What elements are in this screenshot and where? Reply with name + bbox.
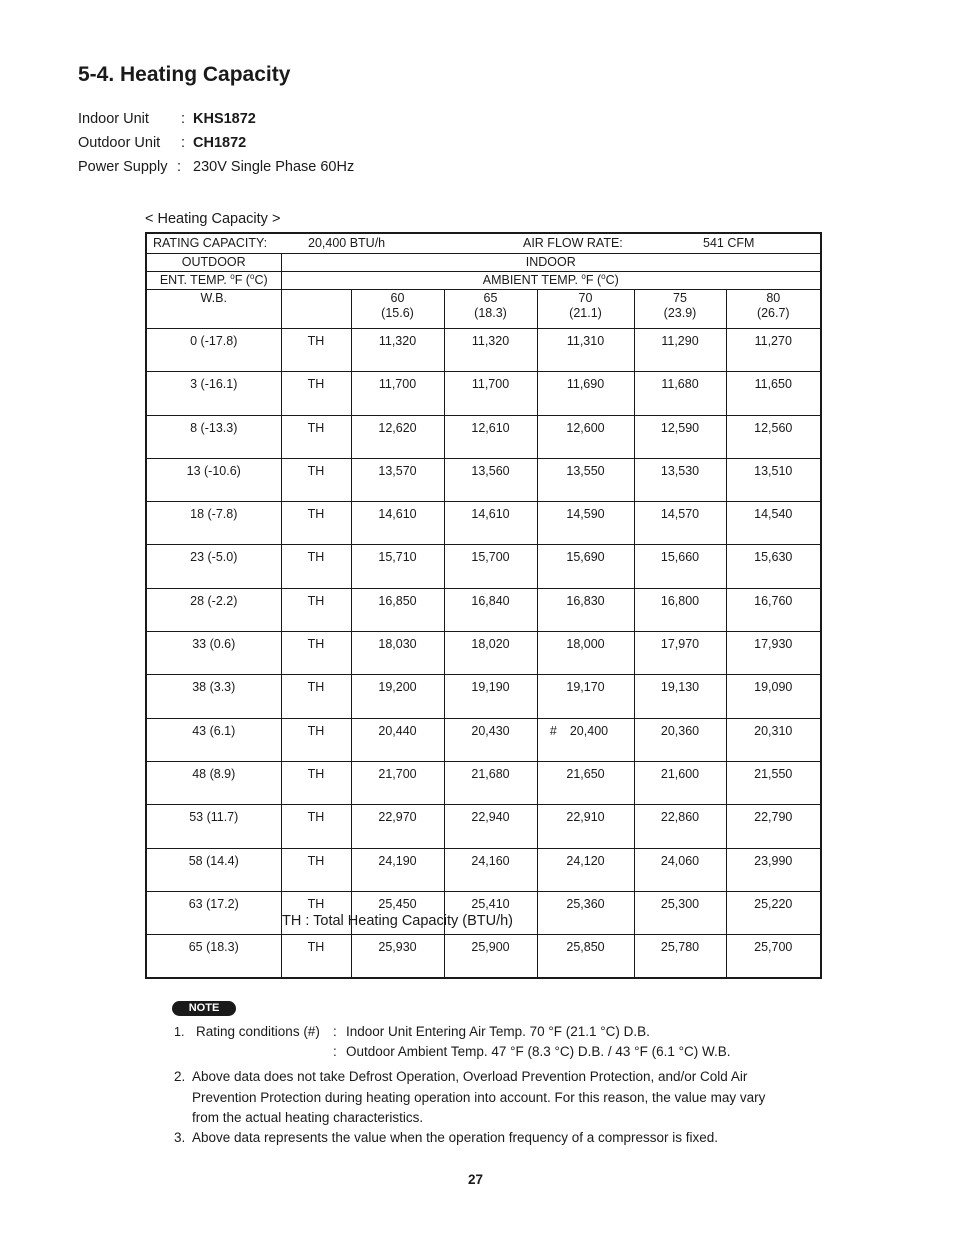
capacity-value-cell: [537, 891, 634, 934]
note-1-label: Rating conditions (#): [196, 1024, 320, 1039]
capacity-value-cell: [351, 632, 444, 675]
capacity-value: 23,990: [754, 853, 793, 868]
capacity-value: 22,790: [754, 810, 793, 825]
capacity-value: 21,700: [378, 766, 417, 781]
capacity-value-cell: [634, 502, 726, 545]
ambient-column-header: [726, 290, 821, 329]
table-row: [146, 935, 821, 979]
capacity-value-cell: [351, 415, 444, 458]
capacity-value-cell: [444, 588, 537, 631]
capacity-value: 16,850: [378, 593, 417, 608]
capacity-value-cell: [351, 545, 444, 588]
air-flow-value: 541 CFM: [703, 236, 755, 250]
capacity-value: 25,410: [471, 896, 510, 911]
type-header-blank: [281, 290, 351, 329]
capacity-value: 18,020: [471, 637, 510, 652]
outdoor-header: OUTDOOR: [146, 254, 281, 272]
outdoor-temp-cell: 28 (-2.2): [146, 588, 281, 631]
temp-header-row: [146, 272, 821, 290]
capacity-value: 22,940: [471, 810, 510, 825]
column-temp-c: (15.6): [381, 306, 414, 320]
capacity-value: 11,270: [754, 334, 792, 348]
capacity-value: 25,930: [378, 940, 417, 955]
capacity-value-cell: [444, 415, 537, 458]
capacity-value-cell: [634, 805, 726, 848]
column-temp-f: 80: [766, 291, 781, 305]
ambient-column-header: [351, 290, 444, 329]
note-badge: NOTE: [172, 1001, 236, 1016]
capacity-value: 24,120: [566, 853, 605, 868]
capacity-value-cell: [537, 458, 634, 501]
capacity-value-cell: [634, 935, 726, 979]
capacity-value-cell: [537, 632, 634, 675]
rating-capacity-label: RATING CAPACITY:: [153, 236, 268, 250]
capacity-type-cell: TH: [281, 675, 351, 718]
rating-mark: #: [549, 723, 557, 738]
page-number: 27: [468, 1172, 484, 1187]
capacity-value: 19,170: [566, 680, 605, 695]
capacity-value: 19,190: [471, 680, 510, 695]
capacity-value: 15,710: [378, 550, 417, 565]
capacity-value-cell: [634, 632, 726, 675]
note-2-line-1: Above data does not take Defrost Operation, Overload Prevention Protection, and/or Cold Air: [192, 1069, 748, 1084]
capacity-value-cell: [634, 718, 726, 761]
spec-value: 230V Single Phase 60Hz: [193, 159, 355, 175]
capacity-value-cell: [726, 588, 821, 631]
capacity-value: 14,610: [378, 507, 417, 522]
capacity-value: 22,910: [566, 810, 605, 825]
capacity-value-cell: [444, 805, 537, 848]
capacity-value: 11,310: [566, 334, 605, 348]
capacity-value: 11,680: [661, 377, 699, 392]
capacity-value-cell: [444, 848, 537, 891]
capacity-value-cell: [634, 372, 726, 415]
capacity-value: 11,650: [754, 377, 792, 392]
indoor-header: INDOOR: [281, 254, 821, 272]
table-row: [146, 848, 821, 891]
capacity-type-cell: TH: [281, 632, 351, 675]
capacity-value: 25,780: [660, 940, 700, 955]
rating-row: [146, 233, 821, 254]
capacity-value: 11,700: [378, 377, 417, 392]
capacity-value-cell: [537, 718, 634, 761]
table-row: [146, 458, 821, 501]
capacity-value: 19,200: [378, 680, 417, 695]
capacity-value-cell: [351, 588, 444, 631]
column-temp-f: 70: [578, 291, 593, 305]
capacity-value-cell: [634, 675, 726, 718]
table-row: [146, 415, 821, 458]
capacity-value: 14,610: [471, 507, 510, 522]
capacity-value-cell: [537, 761, 634, 804]
table-row: [146, 502, 821, 545]
capacity-value-cell: [351, 675, 444, 718]
capacity-value-cell: [634, 415, 726, 458]
ambient-column-header: [444, 290, 537, 329]
capacity-value-cell: [444, 718, 537, 761]
table-caption: < Heating Capacity >: [145, 211, 281, 227]
capacity-value: 14,590: [566, 507, 605, 522]
capacity-value: 11,690: [566, 377, 605, 392]
capacity-value-cell: [537, 588, 634, 631]
outdoor-temp-cell: 8 (-13.3): [146, 415, 281, 458]
spec-label: Outdoor Unit: [78, 135, 161, 151]
capacity-value-cell: [634, 588, 726, 631]
heating-capacity-table: [145, 232, 822, 979]
capacity-value: 17,970: [660, 637, 700, 652]
capacity-value: 12,620: [378, 420, 417, 435]
capacity-value: 21,650: [566, 766, 605, 781]
capacity-value-cell: [726, 718, 821, 761]
outdoor-temp-cell: 18 (-7.8): [146, 502, 281, 545]
capacity-value-cell: [351, 848, 444, 891]
spec-line: [78, 159, 355, 175]
capacity-value-cell: [537, 372, 634, 415]
outdoor-temp-cell: 58 (14.4): [146, 848, 281, 891]
capacity-type-cell: TH: [281, 329, 351, 372]
capacity-value: 22,970: [378, 810, 417, 825]
rating-capacity-value: 20,400 BTU/h: [308, 236, 386, 250]
capacity-value: 12,610: [471, 420, 510, 435]
capacity-type-cell: TH: [281, 891, 351, 934]
capacity-value: 25,450: [378, 896, 417, 911]
capacity-type-cell: TH: [281, 372, 351, 415]
column-temp-f: 65: [483, 291, 498, 305]
outdoor-temp-cell: 65 (18.3): [146, 935, 281, 979]
note-2-line-3: from the actual heating characteristics.: [192, 1110, 424, 1125]
capacity-value: 21,550: [754, 766, 793, 781]
note-2-number: 2.: [174, 1069, 186, 1084]
spec-value: KHS1872: [193, 111, 256, 127]
table-row: [146, 718, 821, 761]
capacity-value-cell: [537, 415, 634, 458]
capacity-value-cell: [726, 632, 821, 675]
capacity-value: 21,600: [660, 766, 700, 781]
note-3-line: Above data represents the value when the operation frequency of a compressor is fixed.: [192, 1130, 719, 1145]
capacity-value-cell: [726, 675, 821, 718]
capacity-value-cell: [726, 458, 821, 501]
column-temp-c: (21.1): [569, 306, 602, 320]
capacity-value: 12,560: [754, 420, 793, 435]
table-row: [146, 632, 821, 675]
capacity-value: 25,900: [471, 940, 510, 955]
capacity-type-cell: TH: [281, 458, 351, 501]
capacity-value-cell: [634, 545, 726, 588]
capacity-value: 20,400: [569, 723, 609, 738]
capacity-value-cell: [444, 632, 537, 675]
outdoor-temp-cell: 23 (-5.0): [146, 545, 281, 588]
capacity-value: 13,530: [660, 463, 700, 478]
capacity-value-cell: [351, 935, 444, 979]
capacity-value: 15,660: [660, 550, 700, 565]
capacity-value-cell: [634, 848, 726, 891]
capacity-value-cell: [726, 891, 821, 934]
capacity-value: 13,510: [754, 463, 793, 478]
capacity-type-cell: TH: [281, 718, 351, 761]
capacity-value-cell: [537, 805, 634, 848]
capacity-value-cell: [726, 805, 821, 848]
column-temp-c: (23.9): [663, 306, 697, 320]
capacity-value-cell: [726, 545, 821, 588]
capacity-value: 20,310: [754, 723, 793, 738]
column-header-row: [146, 290, 821, 329]
capacity-value: 11,320: [471, 334, 510, 348]
capacity-value: 14,540: [754, 507, 793, 522]
table-row: [146, 588, 821, 631]
capacity-value: 13,560: [471, 463, 510, 478]
capacity-value: 25,700: [754, 940, 793, 955]
capacity-value: 11,320: [378, 334, 417, 348]
spec-line: [78, 111, 256, 127]
table-row: [146, 761, 821, 804]
capacity-type-cell: TH: [281, 848, 351, 891]
table-row: [146, 805, 821, 848]
capacity-value: 20,430: [471, 723, 510, 738]
capacity-value: 11,700: [471, 377, 510, 392]
capacity-value: 18,030: [378, 637, 417, 652]
capacity-value-cell: [444, 502, 537, 545]
outdoor-temp-cell: 38 (3.3): [146, 675, 281, 718]
outdoor-temp-cell: 63 (17.2): [146, 891, 281, 934]
note-1-line-1: Indoor Unit Entering Air Temp. 70 °F (21.1 °C) D.B.: [346, 1024, 650, 1039]
capacity-value-cell: [726, 329, 821, 372]
page-title: 5-4. Heating Capacity: [78, 63, 291, 86]
spec-label: Power Supply: [78, 159, 168, 175]
capacity-value-cell: [726, 935, 821, 979]
capacity-value: 24,060: [660, 853, 700, 868]
ambient-column-header: [537, 290, 634, 329]
capacity-value: 18,000: [566, 637, 605, 652]
capacity-value: 14,570: [660, 507, 700, 522]
outdoor-temp-cell: 33 (0.6): [146, 632, 281, 675]
capacity-value: 19,090: [754, 680, 793, 695]
note-3-number: 3.: [174, 1130, 186, 1145]
note-2-line-2: Prevention Protection during heating operation into account. For this reason, the value may vary: [192, 1090, 766, 1105]
capacity-value: 16,760: [754, 593, 793, 608]
capacity-value: 25,850: [566, 940, 605, 955]
capacity-value-cell: [351, 761, 444, 804]
table-legend: TH : Total Heating Capacity (BTU/h): [282, 913, 514, 929]
outdoor-temp-cell: 13 (-10.6): [146, 458, 281, 501]
spec-separator: :: [181, 135, 186, 151]
capacity-value: 25,300: [660, 896, 700, 911]
capacity-value-cell: [444, 372, 537, 415]
capacity-value: 25,360: [566, 896, 605, 911]
outdoor-temp-cell: 3 (-16.1): [146, 372, 281, 415]
capacity-value-cell: [726, 761, 821, 804]
note-1-line-2: Outdoor Ambient Temp. 47 °F (8.3 °C) D.B. / 43 °F (6.1 °C) W.B.: [346, 1044, 731, 1059]
capacity-value-cell: [537, 502, 634, 545]
air-flow-label: AIR FLOW RATE:: [523, 236, 623, 250]
capacity-value-cell: [351, 502, 444, 545]
ambient-temp-header: AMBIENT TEMP. $^o$F ($^o$C): [281, 272, 821, 290]
capacity-value: 16,800: [660, 593, 700, 608]
capacity-value: 12,600: [566, 420, 605, 435]
column-temp-c: (18.3): [474, 306, 507, 320]
capacity-value-cell: [351, 329, 444, 372]
spec-separator: :: [181, 111, 186, 127]
column-temp-f: 75: [673, 291, 687, 305]
capacity-value: 20,440: [378, 723, 417, 738]
spec-value: CH1872: [193, 135, 247, 151]
capacity-type-cell: TH: [281, 761, 351, 804]
capacity-type-cell: TH: [281, 805, 351, 848]
capacity-value-cell: [726, 372, 821, 415]
capacity-value: 20,360: [660, 723, 700, 738]
capacity-value: 16,840: [471, 593, 510, 608]
note-1-separator-2: :: [333, 1044, 337, 1059]
capacity-type-cell: TH: [281, 935, 351, 979]
table-row: [146, 545, 821, 588]
capacity-value: 24,190: [378, 853, 417, 868]
capacity-value-cell: [537, 329, 634, 372]
capacity-value: 13,570: [378, 463, 417, 478]
capacity-value-cell: [726, 848, 821, 891]
capacity-value-cell: [444, 761, 537, 804]
capacity-value: 24,160: [471, 853, 510, 868]
capacity-value: 13,550: [566, 463, 605, 478]
spec-separator: :: [177, 159, 182, 175]
capacity-value-cell: [537, 545, 634, 588]
capacity-value-cell: [351, 458, 444, 501]
capacity-value-cell: [444, 329, 537, 372]
outdoor-temp-cell: 53 (11.7): [146, 805, 281, 848]
capacity-type-cell: TH: [281, 588, 351, 631]
spec-line: [78, 135, 247, 151]
capacity-value: 15,630: [754, 550, 793, 565]
outdoor-indoor-row: [146, 254, 821, 272]
capacity-value-cell: [634, 761, 726, 804]
ent-temp-header: ENT. TEMP. $^o$F ($^o$C): [146, 272, 281, 290]
capacity-value-cell: [351, 372, 444, 415]
note-1-separator: :: [333, 1024, 337, 1039]
column-temp-f: 60: [390, 291, 405, 305]
capacity-value-cell: [634, 458, 726, 501]
capacity-value-cell: [351, 718, 444, 761]
spec-label: Indoor Unit: [78, 111, 149, 127]
table-row: [146, 372, 821, 415]
capacity-value-cell: [726, 502, 821, 545]
table-row: [146, 675, 821, 718]
capacity-value: 21,680: [471, 766, 510, 781]
capacity-value-cell: [444, 458, 537, 501]
capacity-value-cell: [444, 935, 537, 979]
capacity-value: 22,860: [660, 810, 700, 825]
capacity-value: 12,590: [660, 420, 700, 435]
capacity-value: 16,830: [566, 593, 605, 608]
ambient-column-header: [634, 290, 726, 329]
capacity-value-cell: [537, 675, 634, 718]
capacity-value-cell: [634, 891, 726, 934]
capacity-value-cell: [726, 415, 821, 458]
capacity-type-cell: TH: [281, 502, 351, 545]
capacity-value: 25,220: [754, 896, 793, 911]
outdoor-temp-cell: 0 (-17.8): [146, 329, 281, 372]
capacity-value: 15,690: [566, 550, 605, 565]
capacity-value-cell: [537, 848, 634, 891]
capacity-value: 15,700: [471, 550, 510, 565]
note-1-number: 1.: [174, 1025, 185, 1039]
capacity-type-cell: TH: [281, 545, 351, 588]
capacity-value-cell: [444, 675, 537, 718]
capacity-value-cell: [444, 545, 537, 588]
capacity-value: 17,930: [754, 637, 793, 652]
outdoor-temp-cell: 43 (6.1): [146, 718, 281, 761]
column-temp-c: (26.7): [756, 306, 790, 320]
capacity-value-cell: [537, 935, 634, 979]
table-row: [146, 329, 821, 372]
outdoor-temp-cell: 48 (8.9): [146, 761, 281, 804]
capacity-type-cell: TH: [281, 415, 351, 458]
capacity-value: 11,290: [661, 334, 699, 348]
capacity-value: 19,130: [660, 680, 700, 695]
capacity-value-cell: [634, 329, 726, 372]
wb-header: W.B.: [146, 290, 281, 329]
capacity-value-cell: [351, 805, 444, 848]
